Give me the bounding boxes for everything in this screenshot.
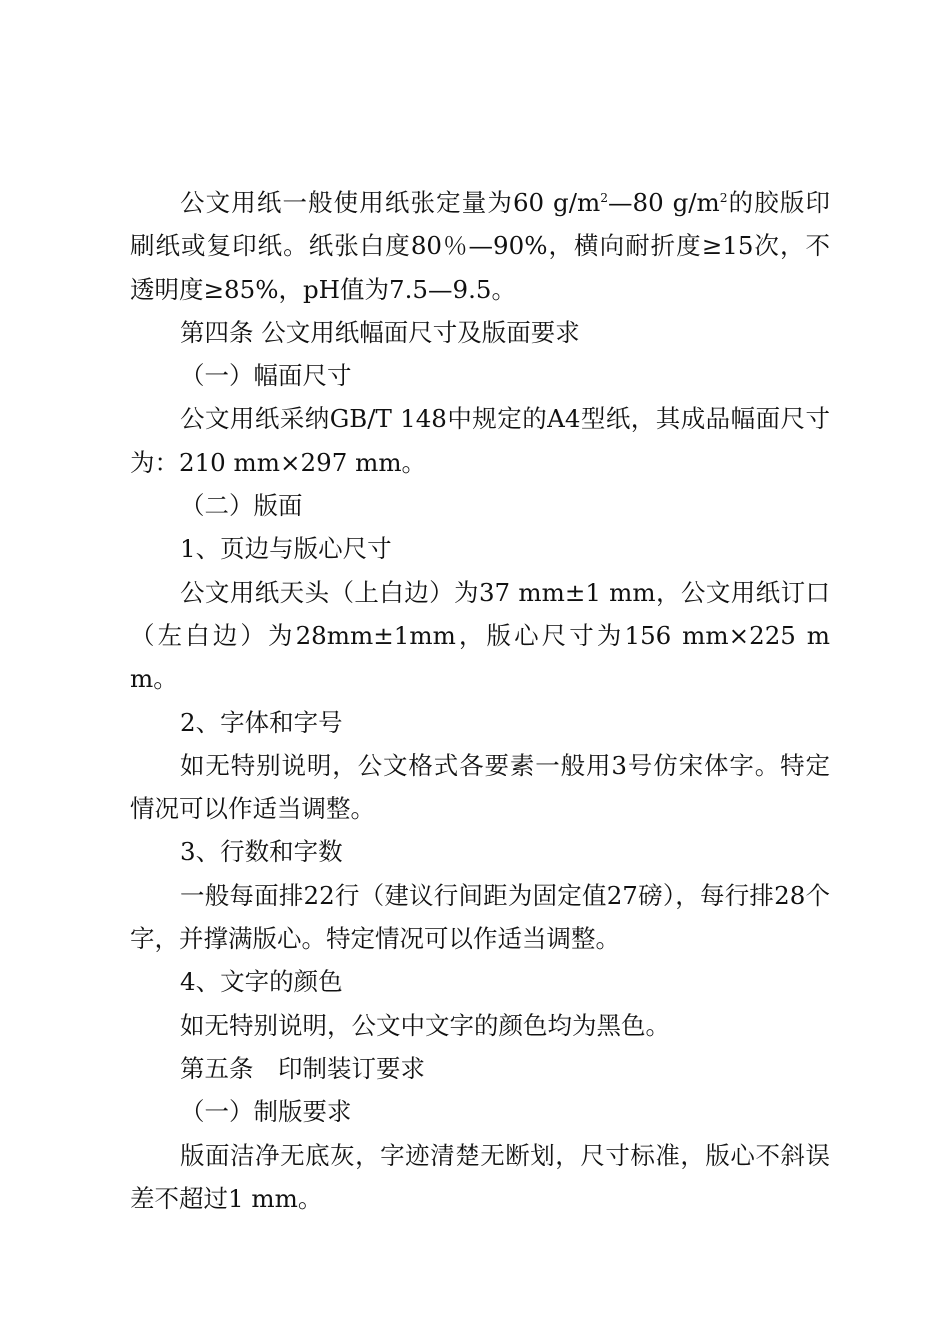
article-heading-4: 第四条 公文用纸幅面尺寸及版面要求 [180, 317, 580, 347]
paragraph-size-spec: 公文用纸采纳GB/T 148中规定的A4型纸，其成品幅面尺寸为：210 mm×297 mm。 [130, 404, 830, 477]
paragraph-text: —80 g/m [608, 188, 720, 217]
paragraph-lines-spec: 一般每面排22行（建议行间距为固定值27磅），每行排28个字，并撑满版心。特定情况可以作适当调整。 [130, 880, 830, 954]
paragraph-fonts-spec: 如无特别说明，公文格式各要素一般用3号仿宋体字。特定情况可以作适当调整。 [130, 750, 830, 824]
paragraph-color-spec: 如无特别说明，公文中文字的颜色均为黑色。 [180, 1010, 670, 1040]
item-heading-color: 4、文字的颜色 [180, 967, 343, 997]
article-heading-5: 第五条 印制装订要求 [180, 1053, 425, 1083]
document-body [130, 181, 830, 1220]
paragraph-text: 的胶版印刷纸或复印纸。纸张白度80％—90%，横向耐折度≥15次，不透明度≥85%，pH值为7.5—9.5。 [130, 188, 830, 304]
superscript: 2 [719, 190, 728, 205]
section-heading-size: （一）幅面尺寸 [180, 361, 352, 391]
paragraph-platemaking-spec: 版面洁净无底灰，字迹清楚无断划，尺寸标准，版心不斜误差不超过1 mm。 [130, 1140, 830, 1213]
superscript: 2 [600, 190, 608, 205]
item-heading-fonts: 2、字体和字号 [180, 707, 343, 737]
section-heading-platemaking: （一）制版要求 [180, 1097, 352, 1127]
section-heading-layout: （二）版面 [180, 491, 303, 521]
paragraph-text: 公文用纸一般使用纸张定量为60 g/m [180, 188, 601, 217]
item-heading-margins: 1、页边与版心尺寸 [180, 534, 392, 564]
item-heading-lines: 3、行数和字数 [180, 837, 343, 867]
paragraph-paper-spec [130, 181, 830, 311]
paragraph-margins-spec: 公文用纸天头（上白边）为37 mm±1 mm，公文用纸订口（左白边）为28mm±1mm，版心尺寸为156 mm×225 mm。 [130, 577, 830, 694]
